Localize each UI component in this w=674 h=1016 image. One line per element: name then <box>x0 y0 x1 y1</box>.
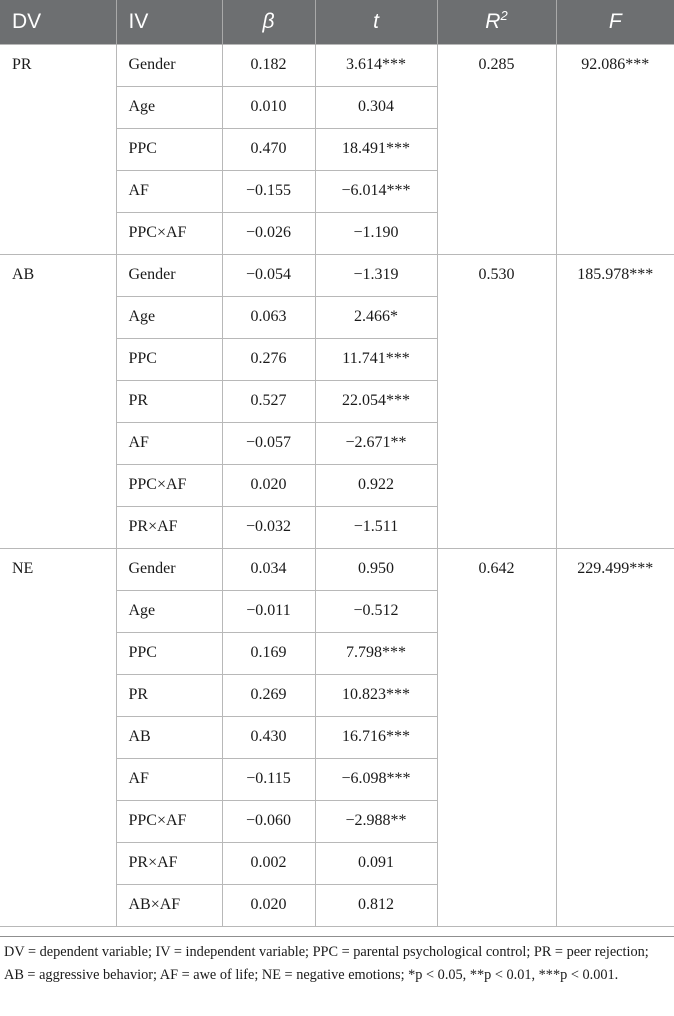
iv-cell: AF <box>116 758 222 800</box>
iv-cell: PPC <box>116 632 222 674</box>
t-cell: −1.190 <box>315 212 437 254</box>
header-r2-base: R <box>485 9 501 33</box>
t-cell: 0.950 <box>315 548 437 590</box>
table-row <box>0 254 674 296</box>
t-cell: 2.466* <box>315 296 437 338</box>
t-cell: −6.014*** <box>315 170 437 212</box>
beta-cell: −0.115 <box>222 758 315 800</box>
iv-cell: AB <box>116 716 222 758</box>
t-cell: −1.319 <box>315 254 437 296</box>
t-cell: 0.922 <box>315 464 437 506</box>
iv-cell: PPC×AF <box>116 212 222 254</box>
iv-cell: Age <box>116 296 222 338</box>
r2-cell: 0.530 <box>437 254 556 548</box>
dv-cell: PR <box>0 44 116 254</box>
table-footnote: DV = dependent variable; IV = independent variable; PPC = parental psychological control; PR = peer rejection; AB = aggressive behavior; AF = awe of life; NE = negative emotions; *p < 0.05, **p < 0.01, ***p < 0.001. <box>0 936 674 987</box>
iv-cell: PR×AF <box>116 506 222 548</box>
beta-cell: −0.057 <box>222 422 315 464</box>
iv-cell: PR×AF <box>116 842 222 884</box>
t-cell: 0.304 <box>315 86 437 128</box>
beta-cell: −0.060 <box>222 800 315 842</box>
beta-cell: 0.020 <box>222 464 315 506</box>
header-dv: DV <box>0 0 116 44</box>
beta-cell: 0.269 <box>222 674 315 716</box>
t-cell: −6.098*** <box>315 758 437 800</box>
beta-cell: 0.470 <box>222 128 315 170</box>
beta-cell: 0.182 <box>222 44 315 86</box>
table-row <box>0 44 674 86</box>
r2-cell: 0.642 <box>437 548 556 926</box>
iv-cell: Age <box>116 590 222 632</box>
t-cell: 0.812 <box>315 884 437 926</box>
iv-cell: AF <box>116 422 222 464</box>
t-cell: 18.491*** <box>315 128 437 170</box>
iv-cell: PPC <box>116 338 222 380</box>
iv-cell: AB×AF <box>116 884 222 926</box>
t-cell: 10.823*** <box>315 674 437 716</box>
header-r2-superscript: 2 <box>500 7 508 23</box>
t-cell: −0.512 <box>315 590 437 632</box>
table-header <box>0 0 674 44</box>
table-row <box>0 548 674 590</box>
f-cell: 185.978*** <box>556 254 674 548</box>
t-cell: 3.614*** <box>315 44 437 86</box>
iv-cell: Age <box>116 86 222 128</box>
iv-cell: Gender <box>116 254 222 296</box>
header-t: t <box>315 0 437 44</box>
beta-cell: 0.034 <box>222 548 315 590</box>
t-cell: −2.671** <box>315 422 437 464</box>
iv-cell: Gender <box>116 548 222 590</box>
beta-cell: 0.276 <box>222 338 315 380</box>
beta-cell: 0.002 <box>222 842 315 884</box>
r2-cell: 0.285 <box>437 44 556 254</box>
beta-cell: −0.011 <box>222 590 315 632</box>
table-body <box>0 44 674 926</box>
iv-cell: AF <box>116 170 222 212</box>
iv-cell: PPC <box>116 128 222 170</box>
header-beta: β <box>222 0 315 44</box>
t-cell: 22.054*** <box>315 380 437 422</box>
dv-cell: AB <box>0 254 116 548</box>
f-cell: 229.499*** <box>556 548 674 926</box>
header-iv: IV <box>116 0 222 44</box>
beta-cell: −0.032 <box>222 506 315 548</box>
header-r2 <box>437 0 556 44</box>
iv-cell: Gender <box>116 44 222 86</box>
beta-cell: 0.063 <box>222 296 315 338</box>
f-cell: 92.086*** <box>556 44 674 254</box>
iv-cell: PR <box>116 380 222 422</box>
iv-cell: PR <box>116 674 222 716</box>
beta-cell: −0.054 <box>222 254 315 296</box>
beta-cell: 0.527 <box>222 380 315 422</box>
t-cell: −1.511 <box>315 506 437 548</box>
header-f: F <box>556 0 674 44</box>
t-cell: 0.091 <box>315 842 437 884</box>
beta-cell: 0.430 <box>222 716 315 758</box>
t-cell: 7.798*** <box>315 632 437 674</box>
beta-cell: 0.169 <box>222 632 315 674</box>
iv-cell: PPC×AF <box>116 464 222 506</box>
beta-cell: 0.010 <box>222 86 315 128</box>
t-cell: −2.988** <box>315 800 437 842</box>
header-row <box>0 0 674 44</box>
t-cell: 16.716*** <box>315 716 437 758</box>
beta-cell: 0.020 <box>222 884 315 926</box>
dv-cell: NE <box>0 548 116 926</box>
t-cell: 11.741*** <box>315 338 437 380</box>
iv-cell: PPC×AF <box>116 800 222 842</box>
beta-cell: −0.155 <box>222 170 315 212</box>
beta-cell: −0.026 <box>222 212 315 254</box>
